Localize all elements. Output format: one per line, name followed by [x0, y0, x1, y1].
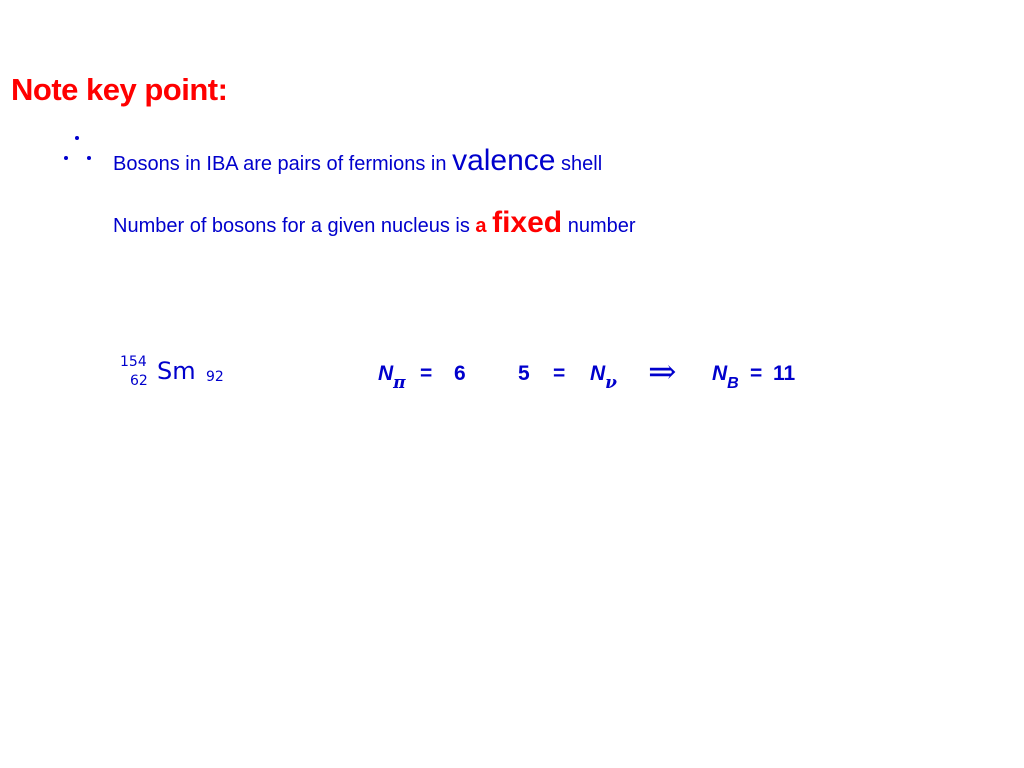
because-icon — [62, 128, 96, 164]
equals-2: = — [553, 362, 566, 385]
nuclide-sm154 — [120, 354, 240, 394]
nu-subscript: ν — [605, 373, 617, 393]
n-nu-symbol: N — [590, 362, 606, 385]
equals-1: = — [420, 362, 433, 385]
n-pi-symbol: N — [378, 362, 394, 385]
bullet-fixed-number — [113, 206, 636, 240]
nb-term — [712, 362, 739, 392]
pi-subscript: π — [393, 373, 406, 393]
n-pi-value: 6 — [454, 362, 466, 385]
because-dot-right — [87, 156, 91, 160]
equals-3: = — [750, 362, 763, 385]
nb-value: 11 — [773, 362, 796, 385]
n-nu-value: 5 — [518, 362, 530, 385]
article-a: a — [475, 215, 487, 237]
fixed-emphasis: fixed — [492, 206, 563, 239]
because-dot-top — [75, 136, 79, 140]
n-pi-term — [378, 362, 406, 393]
nb-symbol: N — [712, 362, 728, 385]
bullet1-text-start: Bosons in IBA are pairs of fermions in — [113, 153, 453, 175]
n-nu-term — [590, 362, 617, 393]
valence-emphasis: valence — [452, 144, 556, 177]
element-symbol: Sm — [157, 357, 196, 385]
because-dot-left — [64, 156, 68, 160]
mass-number: 154 — [120, 354, 147, 370]
neutron-number: 92 — [206, 369, 224, 385]
atomic-number: 62 — [130, 373, 148, 389]
bullet1-text-end: shell — [555, 153, 603, 175]
bullet2-text-start: Number of bosons for a given nucleus is — [113, 215, 476, 237]
bullet-bosons-valence — [113, 144, 602, 178]
bullet2-text-end: number — [562, 215, 636, 237]
implies-arrow-icon: ⇒ — [648, 352, 677, 392]
b-subscript: B — [727, 375, 739, 392]
slide-title: Note key point: — [11, 72, 228, 107]
